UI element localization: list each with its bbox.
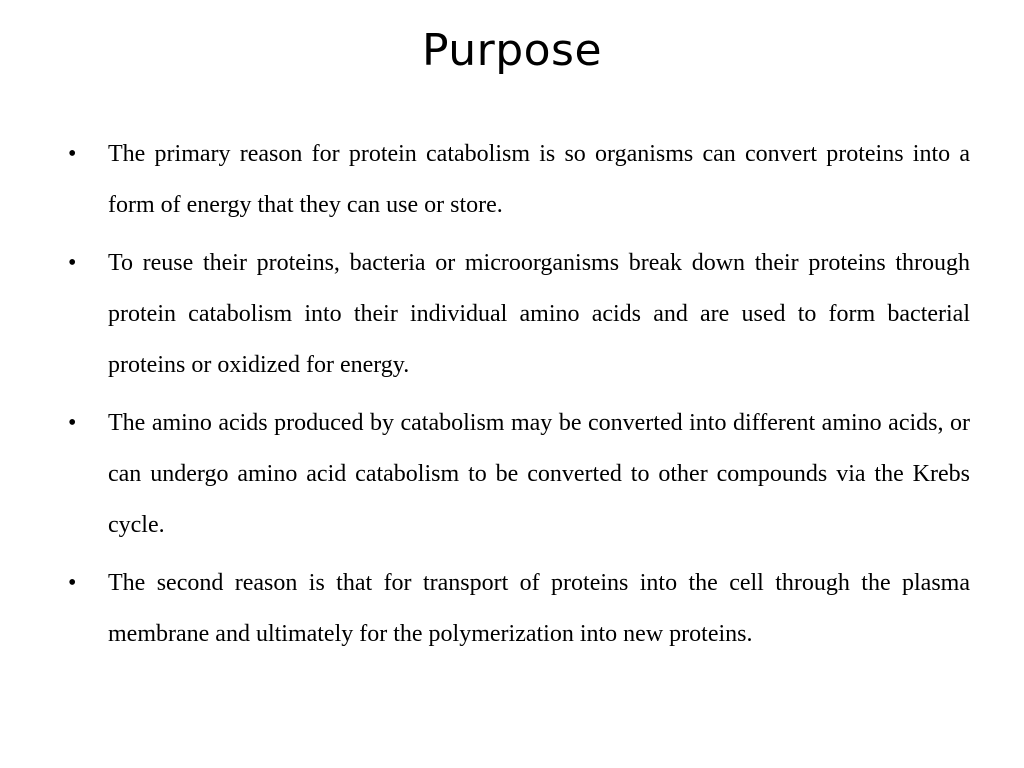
bullet-item bbox=[68, 129, 970, 231]
bullet-dot-icon: • bbox=[68, 570, 77, 596]
bullet-dot-icon: • bbox=[68, 141, 77, 167]
bullet-item bbox=[68, 558, 970, 660]
slide-title: Purpose bbox=[421, 25, 603, 76]
bullet-dot-icon: • bbox=[68, 250, 77, 276]
bullet-text: The amino acids produced by catabolism may be converted into different amino acids, or can undergo amino acid catabolism to be converted to other compounds via the Krebs cycle. bbox=[108, 410, 970, 538]
bullet-item bbox=[68, 398, 970, 551]
bullet-dot-icon: • bbox=[68, 410, 77, 436]
bullet-item bbox=[68, 238, 970, 391]
bullet-text: The primary reason for protein catabolism is so organisms can convert proteins into a form of energy that they can use or store. bbox=[108, 141, 970, 218]
bullet-text: To reuse their proteins, bacteria or microorganisms break down their proteins through protein catabolism into their individual amino acids and are used to form bacterial proteins or oxidized for energy. bbox=[108, 250, 970, 378]
bullet-text: The second reason is that for transport of proteins into the cell through the plasma membrane and ultimately for the polymerization into new proteins. bbox=[108, 570, 970, 647]
bullet-list bbox=[68, 129, 970, 667]
